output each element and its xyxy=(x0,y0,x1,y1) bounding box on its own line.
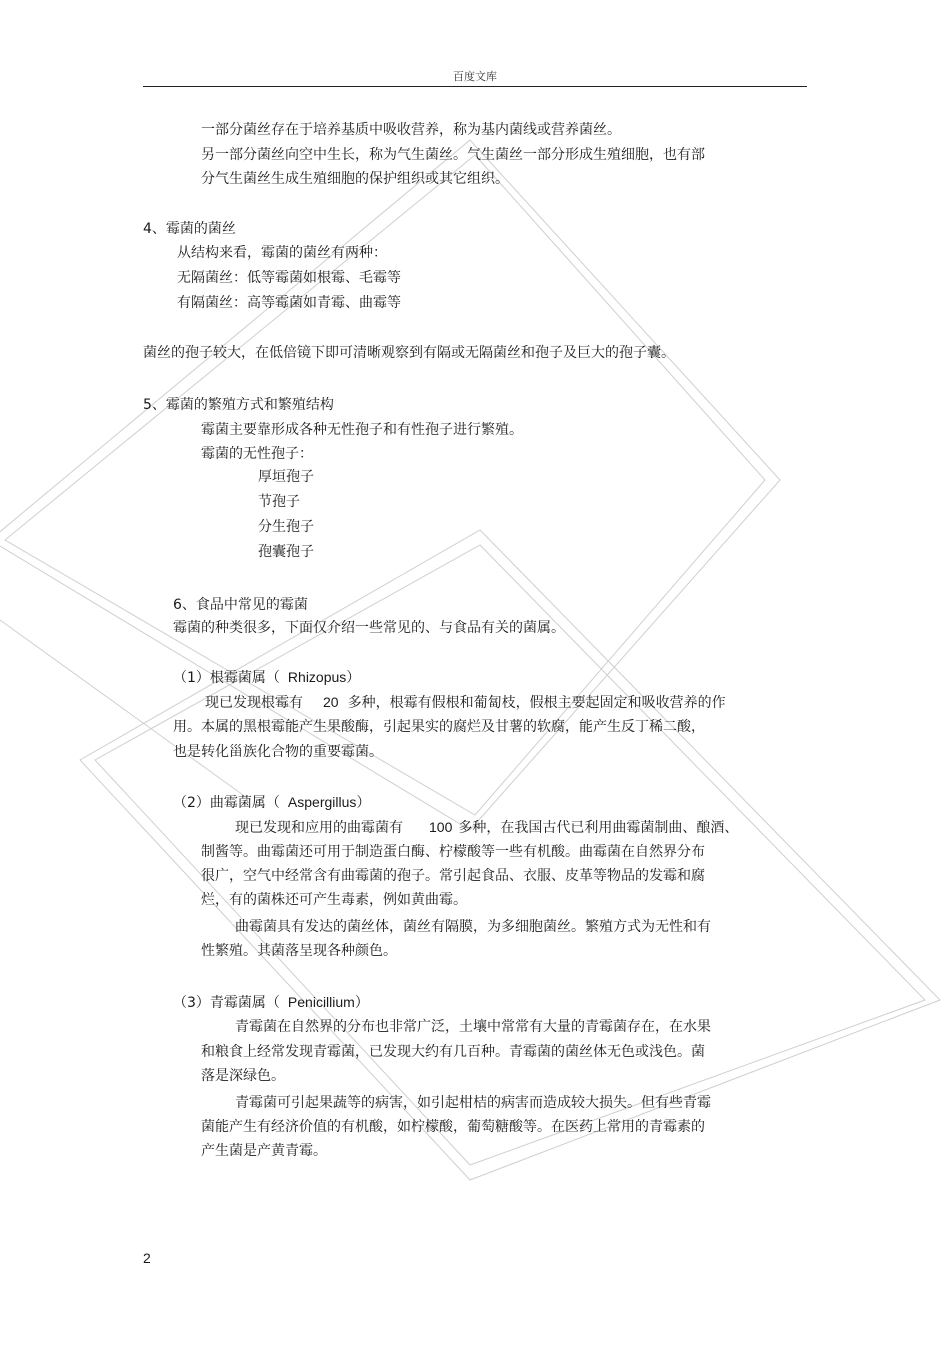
genus-heading xyxy=(173,667,360,687)
page-number: 2 xyxy=(143,1250,151,1266)
genus-latin-name: Rhizopus xyxy=(287,669,347,685)
paragraph-line xyxy=(205,692,726,712)
paragraph-line: 很广，空气中经常含有曲霉菌的孢子。常引起食品、衣服、皮革等物品的发霉和腐 xyxy=(201,868,705,884)
paragraph-line: 用。本属的黑根霉能产生果酸酶，引起果实的腐烂及甘薯的软腐，能产生反丁稀二酸， xyxy=(173,719,705,735)
genus-heading-prefix: （1）根霉菌属（ xyxy=(173,670,280,686)
paragraph-line: 菌能产生有经济价值的有机酸，如柠檬酸，葡萄糖酸等。在医药上常用的青霉素的 xyxy=(201,1119,705,1135)
list-item: 厚垣孢子 xyxy=(258,469,314,485)
paragraph-line: 菌丝的孢子较大，在低倍镜下即可清晰观察到有隔或无隔菌丝和孢子及巨大的孢子囊。 xyxy=(143,345,675,361)
paragraph-line xyxy=(235,817,738,837)
genus-latin-name: Aspergillus xyxy=(287,794,357,810)
list-item: 无隔菌丝：低等霉菌如根霉、毛霉等 xyxy=(177,270,401,286)
paragraph-line: 从结构来看，霉菌的菌丝有两种： xyxy=(177,245,387,261)
paragraph-line: 青霉菌可引起果蔬等的病害，如引起柑桔的病害而造成较大损失。但有些青霉 xyxy=(235,1095,711,1111)
paragraph-line: 制酱等。曲霉菌还可用于制造蛋白酶、柠檬酸等一些有机酸。曲霉菌在自然界分布 xyxy=(201,844,705,860)
paragraph-line: 霉菌的无性孢子： xyxy=(201,446,313,462)
paragraph-line: 烂，有的菌株还可产生毒素，例如黄曲霉。 xyxy=(201,892,467,908)
genus-heading xyxy=(173,992,369,1012)
paragraph-line: 也是转化甾族化合物的重要霉菌。 xyxy=(173,744,383,760)
text-run: 现已发现根霉有 xyxy=(205,695,303,711)
text-run: 多种，在我国古代已利用曲霉菌制曲、酿酒、 xyxy=(458,820,739,836)
genus-heading-suffix: ） xyxy=(346,670,361,686)
list-item: 有隔菌丝：高等霉菌如青霉、曲霉等 xyxy=(177,295,401,311)
paragraph-line: 性繁殖。其菌落呈现各种颜色。 xyxy=(201,943,397,959)
paragraph-line: 曲霉菌具有发达的菌丝体，菌丝有隔膜，为多细胞菌丝。繁殖方式为无性和有 xyxy=(235,919,711,935)
section-heading: 4、霉菌的菌丝 xyxy=(143,221,236,237)
text-run: 现已发现和应用的曲霉菌有 xyxy=(235,820,403,836)
list-item: 节孢子 xyxy=(258,494,300,510)
paragraph-line: 产生菌是产黄青霉。 xyxy=(201,1143,327,1159)
paragraph-line: 落是深绿色。 xyxy=(201,1068,285,1084)
list-item: 分生孢子 xyxy=(258,519,314,535)
genus-heading-prefix: （2）曲霉菌属（ xyxy=(173,795,280,811)
page-header: 百度文库 xyxy=(453,70,497,83)
paragraph-line: 霉菌的种类很多，下面仅介绍一些常见的、与食品有关的菌属。 xyxy=(173,620,565,636)
text-run: 多种，根霉有假根和葡匐枝，假根主要起固定和吸收营养的作 xyxy=(347,695,726,711)
number-run: 20 xyxy=(323,694,339,710)
paragraph-line: 分气生菌丝生成生殖细胞的保护组织或其它组织。 xyxy=(201,171,509,187)
genus-latin-name: Penicillium xyxy=(287,994,355,1010)
genus-heading-suffix: ） xyxy=(354,995,369,1011)
paragraph-line: 另一部分菌丝向空中生长，称为气生菌丝。气生菌丝一部分形成生殖细胞，也有部 xyxy=(201,147,705,163)
paragraph-line: 和粮食上经常发现青霉菌，已发现大约有几百种。青霉菌的菌丝体无色或浅色。菌 xyxy=(201,1044,705,1060)
paragraph-line: 霉菌主要靠形成各种无性孢子和有性孢子进行繁殖。 xyxy=(201,422,523,438)
number-run: 100 xyxy=(429,819,453,835)
section-heading: 5、霉菌的繁殖方式和繁殖结构 xyxy=(143,397,334,413)
section-heading: 6、食品中常见的霉菌 xyxy=(173,597,308,613)
paragraph-line: 一部分菌丝存在于培养基质中吸收营养，称为基内菌线或营养菌丝。 xyxy=(201,122,621,138)
paragraph-line: 青霉菌在自然界的分布也非常广泛，土壤中常常有大量的青霉菌存在，在水果 xyxy=(235,1019,711,1035)
genus-heading-prefix: （3）青霉菌属（ xyxy=(173,995,280,1011)
genus-heading xyxy=(173,792,370,812)
genus-heading-suffix: ） xyxy=(356,795,371,811)
header-divider xyxy=(143,86,807,87)
list-item: 孢囊孢子 xyxy=(258,544,314,560)
